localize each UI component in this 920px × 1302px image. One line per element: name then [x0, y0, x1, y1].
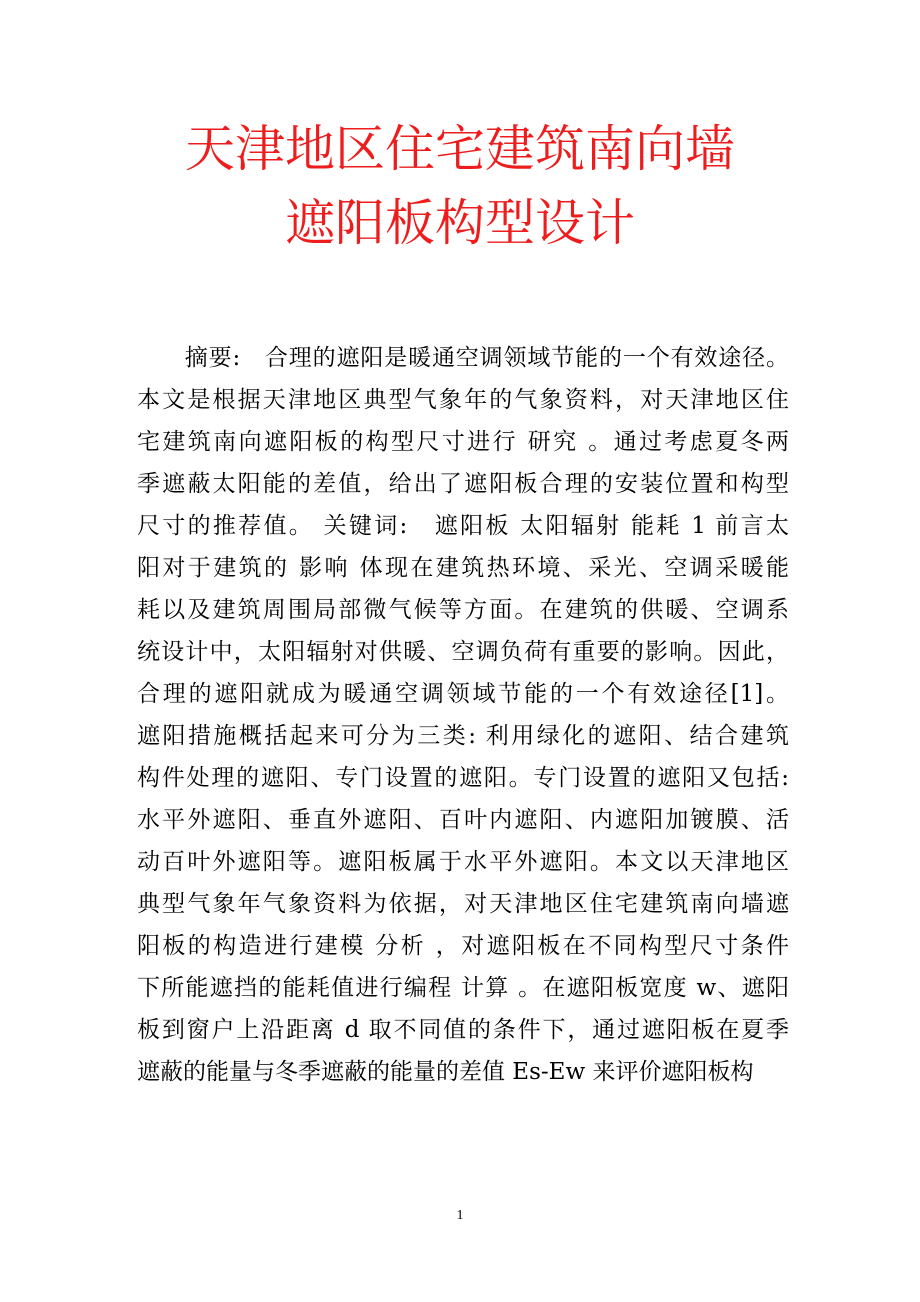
body-line: 构件处理的遮阳、专门设置的遮阳。专门设置的遮阳又包括:	[137, 765, 789, 791]
body-line: 尺寸的推荐值。 关键词: 遮阳板 太阳辐射 能耗 1 前言太	[137, 513, 789, 539]
body-line: 下所能遮挡的能耗值进行编程 计算 。在遮阳板宽度 w、遮阳	[137, 975, 789, 1001]
body-line: 动百叶外遮阳等。遮阳板属于水平外遮阳。本文以天津地区	[137, 849, 789, 875]
body-line: 板到窗户上沿距离 d 取不同值的条件下，通过遮阳板在夏季	[137, 1017, 789, 1043]
body-line: 水平外遮阳、垂直外遮阳、百叶内遮阳、内遮阳加镀膜、活	[137, 807, 789, 833]
title-line: 天津地区住宅建筑南向墙	[185, 120, 735, 178]
body-line: 摘要: 合理的遮阳是暖通空调领域节能的一个有效途径。	[137, 345, 789, 371]
body-line: 阳板的构造进行建模 分析 ，对遮阳板在不同构型尺寸条件	[137, 933, 789, 959]
body-paragraph	[137, 337, 789, 1093]
body-line: 合理的遮阳就成为暖通空调领域节能的一个有效途径[1]。	[137, 681, 789, 707]
body-line: 遮蔽的能量与冬季遮蔽的能量的差值 Es-Ew 来评价遮阳板构	[137, 1059, 754, 1085]
document-title	[0, 112, 920, 260]
body-line: 阳对于建筑的 影响 体现在建筑热环境、采光、空调采暖能	[137, 555, 789, 581]
body-line: 本文是根据天津地区典型气象年的气象资料，对天津地区住	[137, 387, 789, 413]
page-number: 1	[456, 1208, 464, 1223]
body-line: 季遮蔽太阳能的差值，给出了遮阳板合理的安装位置和构型	[137, 471, 789, 497]
body-line: 遮阳措施概括起来可分为三类: 利用绿化的遮阳、结合建筑	[137, 723, 789, 749]
body-line: 典型气象年气象资料为依据，对天津地区住宅建筑南向墙遮	[137, 891, 789, 917]
body-line: 宅建筑南向遮阳板的构型尺寸进行 研究 。通过考虑夏冬两	[137, 429, 789, 455]
body-line: 耗以及建筑周围局部微气候等方面。在建筑的供暖、空调系	[137, 597, 789, 623]
body-line: 统设计中，太阳辐射对供暖、空调负荷有重要的影响。因此，	[137, 639, 789, 665]
title-line: 遮阳板构型设计	[285, 194, 635, 252]
